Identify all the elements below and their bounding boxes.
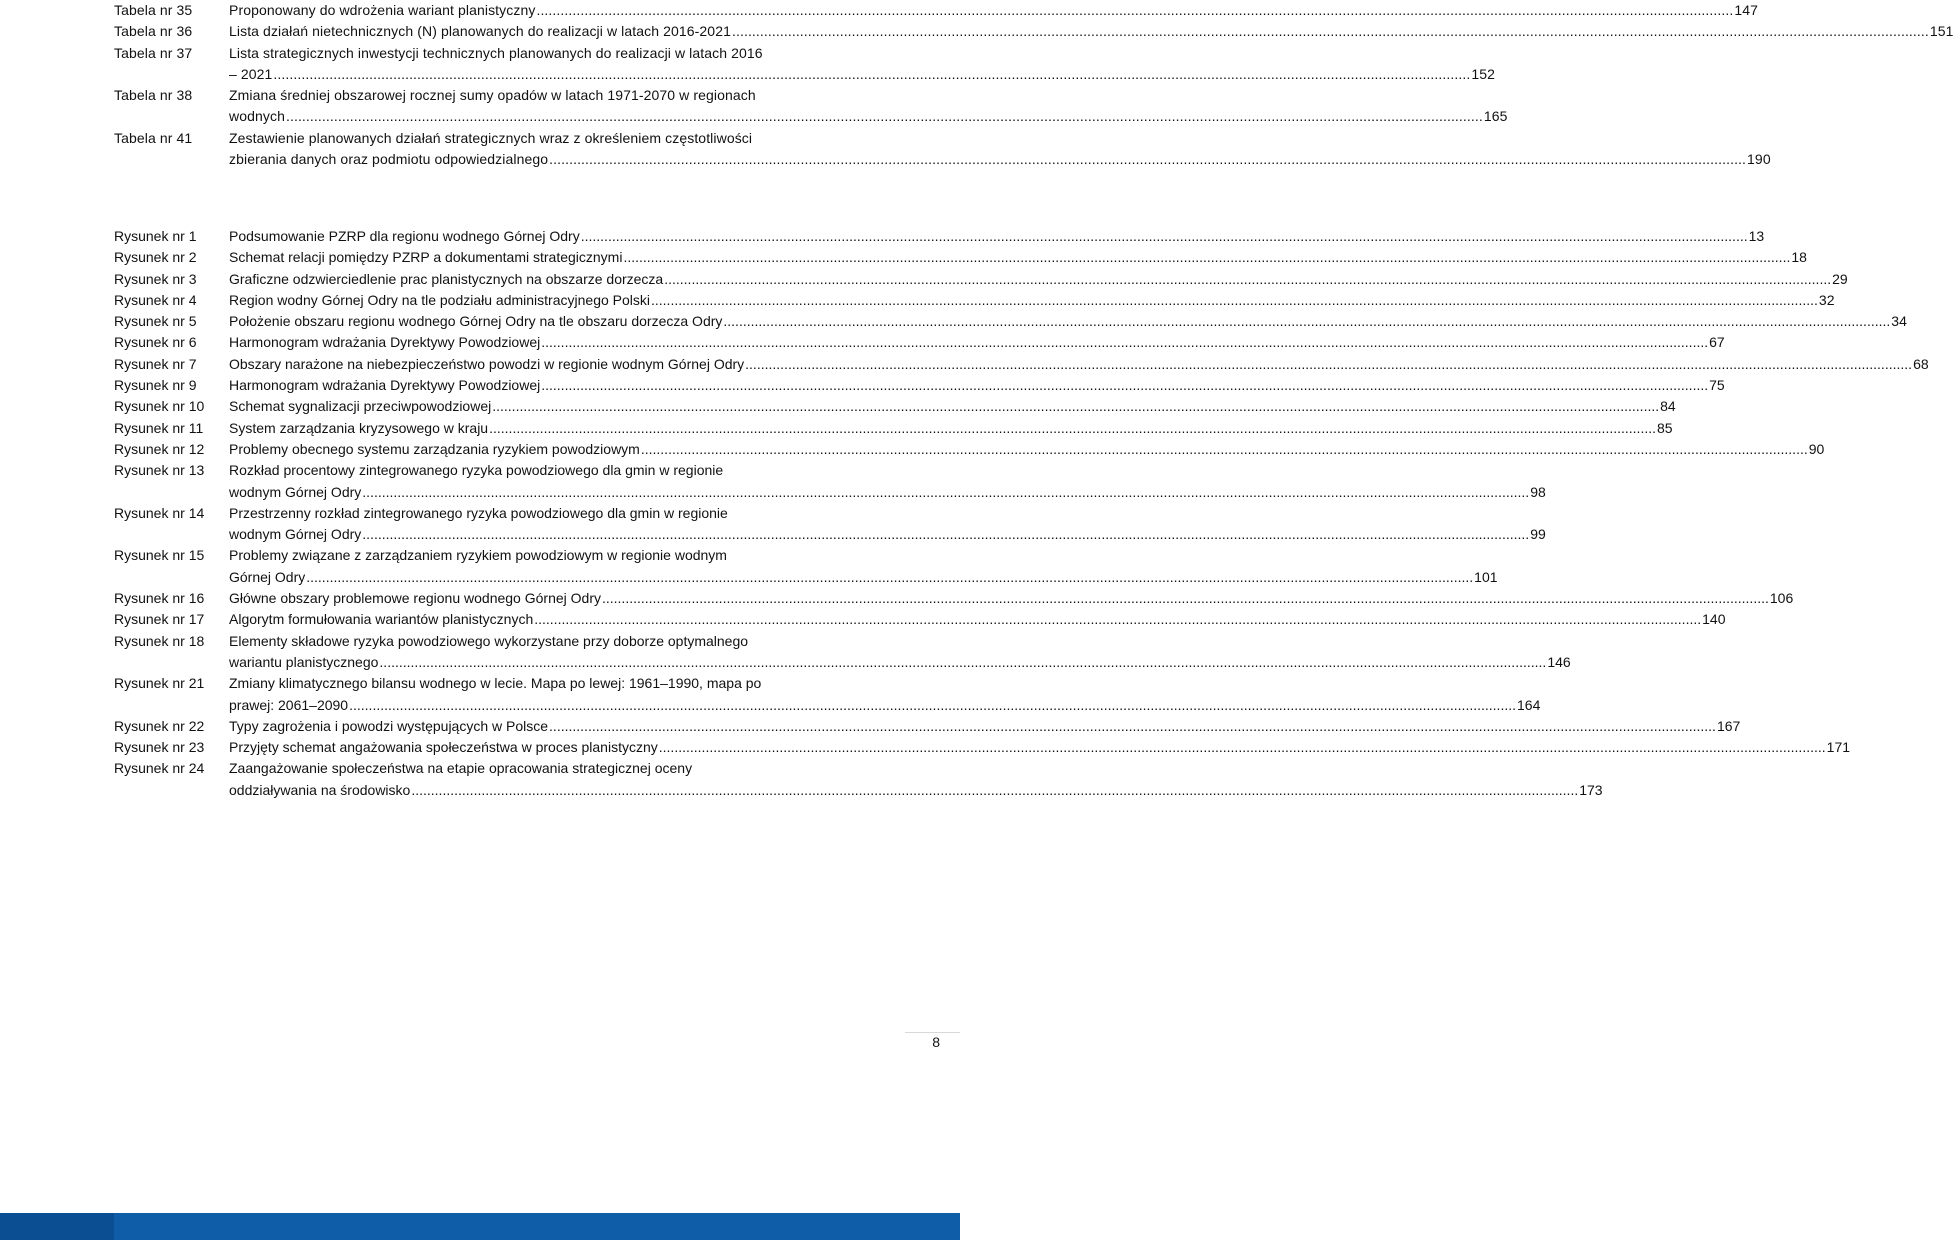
toc-entry-label: Rysunek nr 22: [114, 717, 205, 734]
toc-entry-text-line: Zmiana średniej obszarowej rocznej sumy opadów w latach 1971-2070 w regionach: [229, 87, 756, 104]
dot-leader: ............................................................................................................................................................................................................................................................................................................: [534, 611, 1702, 628]
toc-entry-page: 165: [1483, 108, 1508, 125]
toc-entry[interactable]: [114, 0, 1759, 21]
toc-entry-page: 152: [1471, 65, 1495, 82]
page-number: 8: [932, 1034, 940, 1050]
toc-entry[interactable]: [114, 375, 1725, 396]
toc-entry-label: Tabela nr 37: [114, 44, 193, 61]
toc-entry-page: 18: [1791, 249, 1807, 266]
toc-entry-description: [229, 758, 1603, 801]
toc-entry[interactable]: [114, 226, 1765, 247]
toc-entry-text-line: Elementy składowe ryzyka powodziowego wykorzystane przy doborze optymalnego: [229, 632, 749, 649]
toc-entry-description: [229, 0, 1758, 21]
toc-entry-page: 101: [1474, 568, 1498, 585]
toc-entry-label: Rysunek nr 23: [114, 739, 205, 756]
toc-entry-text-line: Zmiany klimatycznego bilansu wodnego w lecie. Mapa po lewej: 1961–1990, mapa po: [229, 675, 762, 692]
list-of-tables: [114, 0, 1954, 170]
toc-entry-text-line: Główne obszary problemowe regionu wodnego Górnej Odry: [229, 590, 601, 607]
toc-entry-description: [229, 128, 1771, 171]
toc-entry-text-line: Lista działań nietechnicznych (N) planowanych do realizacji w latach 2016-2021: [229, 23, 731, 40]
dot-leader: ............................................................................................................................................................................................................................................................................................................: [411, 781, 1579, 798]
footer-bar: [0, 1213, 960, 1240]
toc-entry[interactable]: [114, 673, 1541, 716]
toc-entry[interactable]: [114, 290, 1835, 311]
toc-entry-text-line: Położenie obszaru regionu wodnego Górnej Odry na tle obszaru dorzecza Odry: [229, 313, 723, 330]
toc-entry-description: [229, 290, 1834, 311]
dot-leader: ............................................................................................................................................................................................................................................................................................................: [306, 568, 1474, 585]
toc-entry-description: [229, 418, 1673, 439]
toc-entry-page: 140: [1702, 611, 1726, 628]
toc-entry-label: Rysunek nr 6: [114, 334, 197, 351]
toc-entry-text-line: Schemat relacji pomiędzy PZRP a dokumentami strategicznymi: [229, 249, 623, 266]
dot-leader: ............................................................................................................................................................................................................................................................................................................: [362, 483, 1530, 500]
dot-leader: ............................................................................................................................................................................................................................................................................................................: [536, 2, 1734, 18]
toc-entry[interactable]: [114, 418, 1673, 439]
dot-leader: ............................................................................................................................................................................................................................................................................................................: [549, 717, 1716, 734]
dot-leader: ............................................................................................................................................................................................................................................................................................................: [658, 739, 1826, 756]
toc-entry-page: 173: [1579, 781, 1603, 798]
toc-entry-description: [229, 588, 1793, 609]
dot-leader: ............................................................................................................................................................................................................................................................................................................: [541, 377, 1709, 394]
toc-entry-label: Tabela nr 38: [114, 87, 193, 104]
toc-entry-text-line: wodnym Górnej Odry: [229, 526, 362, 543]
toc-entry-page: 32: [1818, 291, 1835, 308]
dot-leader: ............................................................................................................................................................................................................................................................................................................: [623, 249, 1791, 266]
dot-leader: ............................................................................................................................................................................................................................................................................................................: [580, 228, 1748, 244]
toc-entry-label: Rysunek nr 21: [114, 675, 205, 692]
dot-leader: ............................................................................................................................................................................................................................................................................................................: [731, 23, 1929, 40]
toc-entry-page: 84: [1660, 398, 1676, 415]
toc-entry[interactable]: [114, 21, 1954, 42]
toc-entry-page: 75: [1709, 377, 1725, 394]
toc-entry-label: Tabela nr 36: [114, 23, 193, 40]
toc-entry[interactable]: [114, 128, 1771, 171]
toc-entry-text-line: Górnej Odry: [229, 568, 306, 585]
toc-entry-text-line: prawej: 2061–2090: [229, 696, 349, 713]
toc-entry-page: 190: [1747, 151, 1771, 168]
toc-entry-text-line: Podsumowanie PZRP dla regionu wodnego Górnej Odry: [229, 228, 580, 244]
toc-entry-description: [229, 631, 1571, 674]
toc-entry-page: 151: [1929, 23, 1954, 40]
dot-leader: ............................................................................................................................................................................................................................................................................................................: [379, 653, 1547, 670]
toc-entry[interactable]: [114, 631, 1571, 674]
toc-entry-page: 171: [1826, 739, 1851, 756]
toc-entry[interactable]: [114, 311, 1907, 332]
toc-entry[interactable]: [114, 247, 1807, 268]
toc-entry-text-line: wariantu planistycznego: [229, 653, 379, 670]
toc-entry-description: [229, 439, 1824, 460]
toc-entry-text-line: Proponowany do wdrożenia wariant planistyczny: [229, 2, 536, 18]
toc-entry-description: [229, 716, 1740, 737]
toc-entry[interactable]: [114, 609, 1726, 630]
toc-entry-label: Rysunek nr 5: [114, 313, 197, 330]
toc-entry-page: 29: [1832, 270, 1848, 287]
toc-entry-text-line: Zaangażowanie społeczeństwa na etapie opracowania strategicznej oceny: [229, 760, 693, 777]
toc-entry-description: [229, 269, 1848, 290]
dot-leader: ............................................................................................................................................................................................................................................................................................................: [745, 355, 1913, 372]
dot-leader: ............................................................................................................................................................................................................................................................................................................: [349, 696, 1517, 713]
toc-entry-text-line: Rozkład procentowy zintegrowanego ryzyka powodziowego dla gmin w regionie: [229, 462, 724, 479]
toc-entry-label: Rysunek nr 18: [114, 632, 205, 649]
toc-entry-page: 106: [1769, 590, 1794, 607]
toc-entry-label: Rysunek nr 7: [114, 355, 197, 372]
list-of-figures: [114, 226, 1929, 801]
dot-leader: ............................................................................................................................................................................................................................................................................................................: [723, 313, 1891, 330]
toc-entry-description: [229, 609, 1726, 630]
dot-leader: ............................................................................................................................................................................................................................................................................................................: [285, 108, 1483, 125]
toc-entry-label: Rysunek nr 3: [114, 270, 197, 287]
toc-entry-page: 167: [1716, 717, 1741, 734]
toc-entry-text-line: Graficzne odzwierciedlenie prac planistycznych na obszarze dorzecza: [229, 270, 664, 287]
toc-entry-description: [229, 311, 1907, 332]
footer-accent: [0, 1213, 114, 1240]
toc-entry-label: Rysunek nr 12: [114, 440, 205, 457]
dot-leader: ............................................................................................................................................................................................................................................................................................................: [492, 398, 1660, 415]
dot-leader: ............................................................................................................................................................................................................................................................................................................: [273, 65, 1471, 82]
toc-entry-label: Rysunek nr 11: [114, 419, 204, 436]
dot-leader: ............................................................................................................................................................................................................................................................................................................: [362, 526, 1530, 543]
toc-entry[interactable]: [114, 439, 1825, 460]
toc-entry-description: [229, 396, 1676, 417]
toc-entry-description: [229, 673, 1540, 716]
dot-leader: ............................................................................................................................................................................................................................................................................................................: [489, 419, 1657, 436]
toc-entry-description: [229, 226, 1764, 247]
toc-entry-label: Rysunek nr 4: [114, 291, 197, 308]
toc-entry-label: Rysunek nr 10: [114, 398, 205, 415]
toc-entry-text-line: Zestawienie planowanych działań strategicznych wraz z określeniem częstotliwości: [229, 129, 753, 146]
toc-entry-page: 67: [1709, 334, 1725, 351]
toc-entry-text-line: wodnych: [229, 108, 285, 125]
toc-entry-text-line: wodnym Górnej Odry: [229, 483, 362, 500]
toc-entry[interactable]: [114, 503, 1546, 546]
dot-leader: ............................................................................................................................................................................................................................................................................................................: [601, 590, 1769, 607]
toc-entry-label: Rysunek nr 14: [114, 504, 205, 521]
toc-entry-page: 34: [1891, 313, 1907, 330]
dot-leader: ............................................................................................................................................................................................................................................................................................................: [541, 334, 1709, 351]
toc-entry-text-line: System zarządzania kryzysowego w kraju: [229, 419, 489, 436]
toc-entry-text-line: – 2021: [229, 65, 273, 82]
toc-entry-page: 98: [1530, 483, 1546, 500]
toc-entry[interactable]: [114, 43, 1495, 86]
toc-entry-label: Rysunek nr 16: [114, 590, 205, 607]
toc-entry-page: 85: [1657, 419, 1673, 436]
toc-entry-label: Rysunek nr 15: [114, 547, 205, 564]
dot-leader: ............................................................................................................................................................................................................................................................................................................: [549, 151, 1747, 168]
toc-entry[interactable]: [114, 396, 1676, 417]
dot-leader: ............................................................................................................................................................................................................................................................................................................: [651, 291, 1818, 308]
toc-entry-text-line: Typy zagrożenia i powodzi występujących w Polsce: [229, 717, 549, 734]
dot-leader: ............................................................................................................................................................................................................................................................................................................: [664, 270, 1832, 287]
toc-entry-description: [229, 354, 1929, 375]
toc-entry[interactable]: [114, 716, 1741, 737]
toc-entry-label: Rysunek nr 17: [114, 611, 205, 628]
toc-entry-text-line: Algorytm formułowania wariantów planistycznych: [229, 611, 534, 628]
toc-entry-text-line: Region wodny Górnej Odry na tle podziału administracyjnego Polski: [229, 291, 650, 308]
toc-entry-text-line: Harmonogram wdrażania Dyrektywy Powodziowej: [229, 377, 541, 394]
toc-entry-text-line: Przyjęty schemat angażowania społeczeństwa w proces planistyczny: [229, 739, 658, 756]
toc-entry-page: 146: [1547, 653, 1571, 670]
toc-entry-text-line: zbierania danych oraz podmiotu odpowiedzialnego: [229, 151, 549, 168]
toc-entry-description: [229, 503, 1546, 546]
toc-entry[interactable]: [114, 545, 1498, 588]
toc-entry-text-line: Obszary narażone na niebezpieczeństwo powodzi w regionie wodnym Górnej Odry: [229, 355, 745, 372]
toc-entry-text-line: Przestrzenny rozkład zintegrowanego ryzyka powodziowego dla gmin w regionie: [229, 504, 728, 521]
toc-entry-page: 13: [1748, 228, 1765, 244]
toc-entry[interactable]: [114, 354, 1929, 375]
toc-entry[interactable]: [114, 85, 1508, 128]
toc-entry-label: Rysunek nr 1: [114, 228, 197, 244]
toc-entry-description: [229, 332, 1725, 353]
toc-entry-page: 99: [1530, 526, 1546, 543]
toc-entry-text-line: Lista strategicznych inwestycji technicznych planowanych do realizacji w latach 2016: [229, 44, 763, 61]
dot-leader: ............................................................................................................................................................................................................................................................................................................: [640, 440, 1808, 457]
toc-entry-description: [229, 737, 1850, 758]
toc-entry[interactable]: [114, 588, 1794, 609]
toc-entry-description: [229, 460, 1546, 503]
toc-entry-page: 164: [1517, 696, 1541, 713]
toc-entry-label: Tabela nr 41: [114, 129, 193, 146]
toc-entry-label: Tabela nr 35: [114, 2, 193, 18]
toc-entry-label: Rysunek nr 2: [114, 249, 197, 266]
toc-entry[interactable]: [114, 332, 1725, 353]
page-number-rule: [905, 1032, 960, 1033]
toc-entry-text-line: Problemy obecnego systemu zarządzania ryzykiem powodziowym: [229, 440, 640, 457]
toc-entry[interactable]: [114, 460, 1546, 503]
toc-entry-label: Rysunek nr 13: [114, 462, 205, 479]
toc-entry-text-line: Problemy związane z zarządzaniem ryzykiem powodziowym w regionie wodnym: [229, 547, 727, 564]
toc-entry-description: [229, 375, 1725, 396]
toc-entry-text-line: Schemat sygnalizacji przeciwpowodziowej: [229, 398, 492, 415]
toc-entry-description: [229, 85, 1508, 128]
toc-entry-text-line: Harmonogram wdrażania Dyrektywy Powodziowej: [229, 334, 541, 351]
toc-entry-description: [229, 247, 1807, 268]
toc-entry-description: [229, 21, 1954, 42]
toc-entry[interactable]: [114, 737, 1851, 758]
toc-entry-label: Rysunek nr 9: [114, 377, 197, 394]
toc-entry-label: Rysunek nr 24: [114, 760, 205, 777]
toc-entry[interactable]: [114, 269, 1848, 290]
toc-entry-page: 90: [1808, 440, 1825, 457]
toc-entry-description: [229, 545, 1498, 588]
toc-entry-text-line: oddziaływania na środowisko: [229, 781, 411, 798]
toc-entry-page: 68: [1913, 355, 1929, 372]
toc-entry[interactable]: [114, 758, 1603, 801]
toc-entry-description: [229, 43, 1495, 86]
toc-entry-page: 147: [1734, 2, 1759, 18]
